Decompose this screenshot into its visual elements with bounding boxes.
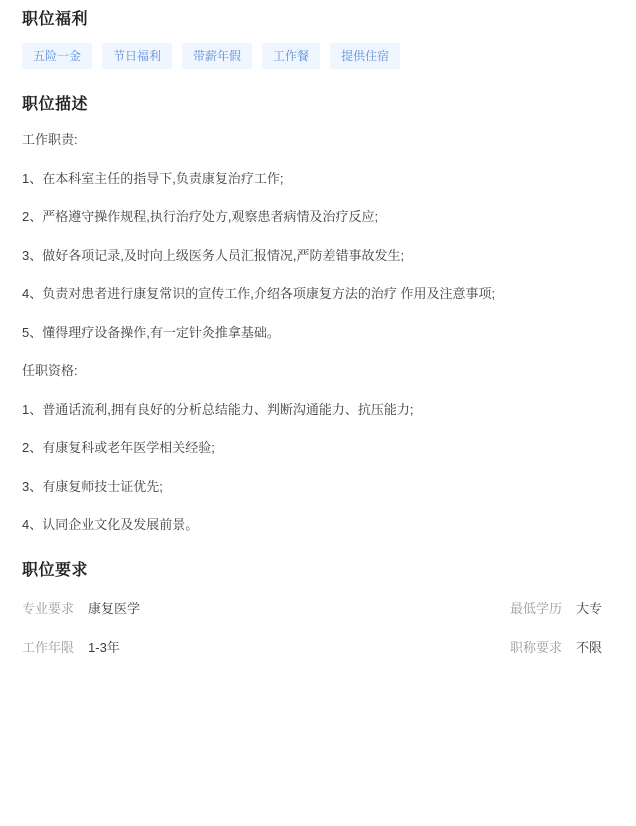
requirements-row: [22, 637, 614, 656]
benefit-tag: 节日福利: [102, 43, 172, 69]
description-line: 2、严格遵守操作规程,执行治疗处方,观察患者病情及治疗反应;: [22, 209, 379, 224]
description-body: [22, 130, 614, 535]
requirements-row: [22, 598, 614, 617]
requirements-table: [22, 598, 614, 656]
benefit-tag: 带薪年假: [182, 43, 252, 69]
requirement-value: 不限: [576, 639, 603, 655]
description-line: 工作职责:: [22, 132, 78, 147]
requirement-value: 1-3年: [88, 639, 120, 655]
description-line: 4、负责对患者进行康复常识的宣传工作,介绍各项康复方法的治疗 作用及注意事项;: [22, 286, 496, 301]
requirements-section-title: 职位要求: [22, 561, 89, 579]
requirement-field-title: [318, 637, 614, 656]
description-line: 任职资格:: [22, 363, 78, 378]
requirement-value: 大专: [576, 600, 603, 616]
benefits-tag-list: [22, 43, 614, 69]
description-line: 2、有康复科或老年医学相关经验;: [22, 440, 215, 455]
description-line: 5、懂得理疗设备操作,有一定针灸推拿基础。: [22, 324, 280, 340]
description-line: 4、认同企业文化及发展前景。: [22, 517, 199, 532]
requirement-label: 专业要求: [22, 600, 75, 616]
benefit-tag: 工作餐: [262, 43, 320, 69]
benefit-tag: 提供住宿: [330, 43, 400, 69]
description-line: 1、普通话流利,拥有良好的分析总结能力、判断沟通能力、抗压能力;: [22, 401, 414, 417]
requirement-value: 康复医学: [88, 600, 141, 616]
benefits-section-title: 职位福利: [22, 11, 89, 28]
description-line: 3、有康复师技士证优先;: [22, 478, 163, 494]
description-line: 3、做好各项记录,及时向上级医务人员汇报情况,严防差错事故发生;: [22, 247, 405, 263]
requirement-field-experience: [22, 637, 318, 656]
requirement-field-education: [318, 598, 614, 617]
benefit-tag: 五险一金: [22, 43, 92, 69]
description-line: 1、在本科室主任的指导下,负责康复治疗工作;: [22, 170, 284, 186]
requirement-label: 职称要求: [510, 639, 563, 655]
requirement-field-major: [22, 598, 318, 617]
requirement-label: 最低学历: [510, 600, 563, 616]
requirement-label: 工作年限: [22, 639, 75, 655]
description-section-title: 职位描述: [22, 96, 89, 113]
